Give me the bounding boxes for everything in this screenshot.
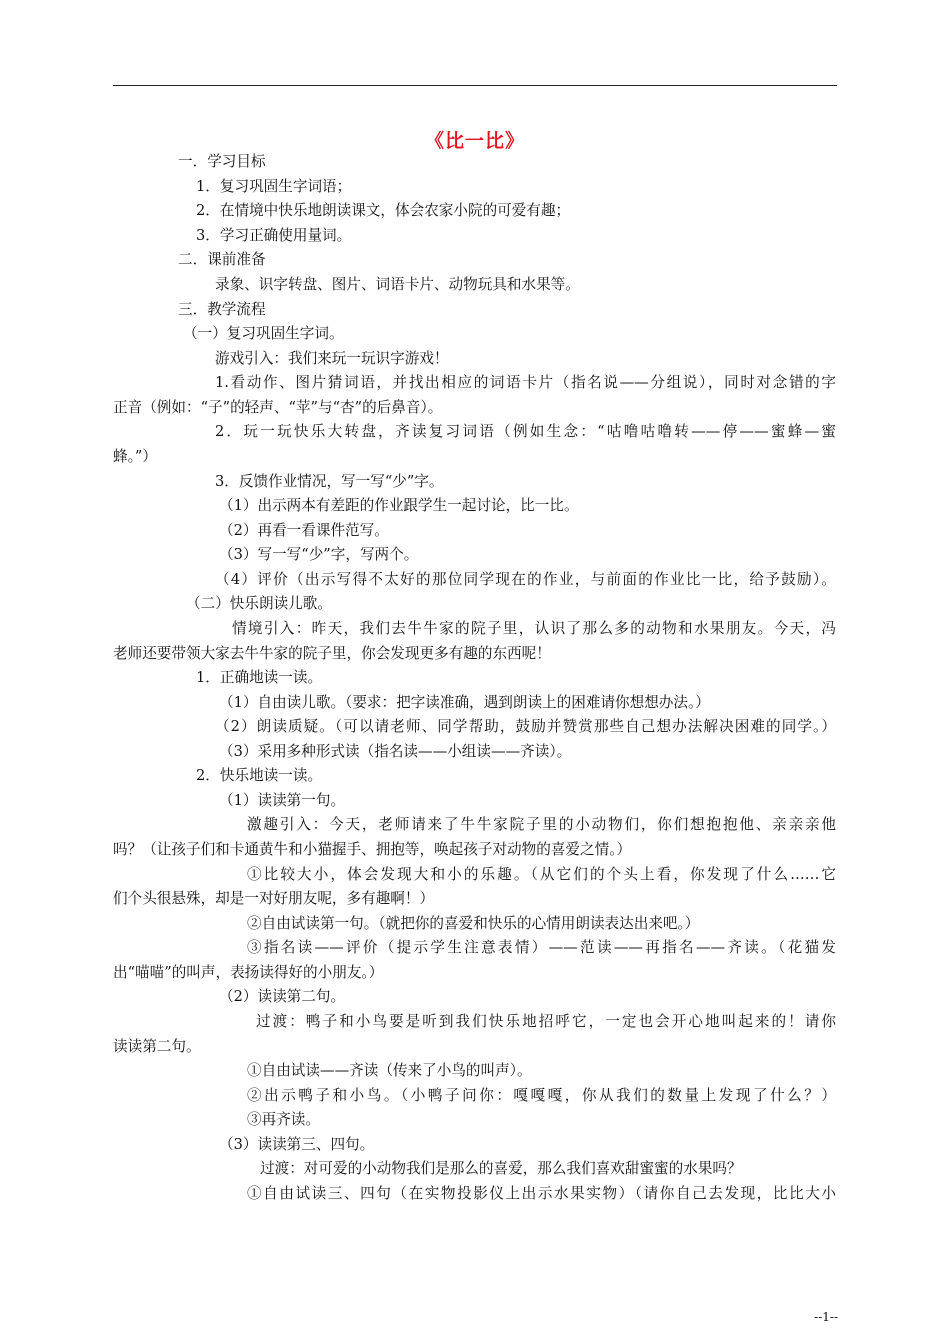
body-line: 2．在情境中快乐地朗读课文，体会农家小院的可爱有趣； (196, 202, 571, 219)
body-line: 蜂。”） (113, 448, 157, 465)
body-line: （二）快乐朗读儿歌。 (186, 595, 332, 612)
body-line: 3．学习正确使用量词。 (196, 227, 352, 244)
body-line: （2）再看一看课件范写。 (219, 522, 389, 539)
body-line: ①比较大小，体会发现大和小的乐趣。（从它们的个头上看，你发现了什么……它 (247, 866, 836, 883)
header-rule (113, 85, 837, 86)
body-line: ②出示鸭子和小鸟。（小鸭子问你：嘎嘎嘎，你从我们的数量上发现了什么？） (247, 1087, 836, 1104)
body-line: 正音（例如：“子”的轻声、“苹”与“杏”的后鼻音）。 (113, 399, 443, 416)
body-line: 2．快乐地读一读。 (196, 767, 323, 784)
body-line: 过渡：对可爱的小动物我们是那么的喜爱，那么我们喜欢甜蜜蜜的水果吗？ (260, 1160, 742, 1177)
body-line: 1．正确地读一读。 (196, 669, 323, 686)
body-line: 吗？（让孩子们和卡通黄牛和小猫握手、拥抱等，唤起孩子对动物的喜爱之情。） (113, 841, 632, 858)
body-line: 二．课前准备 (178, 251, 266, 268)
body-line: （一）复习巩固生字词。 (183, 325, 344, 342)
body-line: ③指名读——评价（提示学生注意表情）——范读——再指名——齐读。（花猫发 (247, 939, 836, 956)
page-number: --1-- (814, 1310, 838, 1324)
body-line: ①自由试读三、四句（在实物投影仪上出示水果实物）（请你自己去发现，比比大小 (247, 1185, 836, 1202)
body-line: ③再齐读。 (247, 1111, 320, 1128)
body-line: （4）评价（出示写得不太好的那位同学现在的作业，与前面的作业比一比，给予鼓励）。 (215, 571, 836, 588)
body-line: （3）读读第三、四句。 (219, 1136, 375, 1153)
body-line: （1）读读第一句。 (219, 792, 346, 809)
body-line: （3）写一写“少”字，写两个。 (219, 546, 419, 563)
body-line: 们个头很悬殊，却是一对好朋友呢，多有趣啊！） (113, 890, 435, 907)
body-line: 老师还要带领大家去牛牛家的院子里，你会发现更多有趣的东西呢！ (113, 645, 551, 662)
body-line: 三．教学流程 (178, 301, 266, 318)
body-line: 游戏引入：我们来玩一玩识字游戏！ (215, 350, 449, 367)
document-title: 《比一比》 (424, 130, 525, 152)
body-line: （3）采用多种形式读（指名读——小组读——齐读）。 (219, 743, 572, 760)
body-line: （1）自由读儿歌。（要求：把字读准确，遇到朗读上的困难请你想想办法。） (219, 694, 710, 711)
body-line: 录象、识字转盘、图片、词语卡片、动物玩具和水果等。 (215, 276, 580, 293)
body-line: 3．反馈作业情况，写一写“少”字。 (215, 473, 444, 490)
body-line: 2．玩一玩快乐大转盘，齐读复习词语（例如生念：“咕噜咕噜转——停——蜜蜂—蜜 (215, 423, 836, 440)
body-line: （2）读读第二句。 (219, 988, 346, 1005)
body-line: 1.看动作、图片猜词语，并找出相应的词语卡片（指名说——分组说），同时对念错的字 (215, 374, 836, 391)
body-line: 出“喵喵”的叫声，表扬读得好的小朋友。） (113, 964, 384, 981)
body-line: （2）朗读质疑。（可以请老师、同学帮助，鼓励并赞赏那些自己想办法解决困难的同学。） (215, 718, 836, 735)
body-line: ②自由试读第一句。（就把你的喜爱和快乐的心情用朗读表达出来吧。） (247, 915, 700, 932)
body-line: 情境引入：昨天，我们去牛牛家的院子里，认识了那么多的动物和水果朋友。今天，冯 (232, 620, 836, 637)
body-line: 过渡：鸭子和小鸟要是听到我们快乐地招呼它，一定也会开心地叫起来的！请你 (256, 1013, 836, 1030)
body-line: 激趣引入：今天，老师请来了牛牛家院子里的小动物们，你们想抱抱他、亲亲亲他 (247, 816, 836, 833)
body-line: 一．学习目标 (178, 153, 266, 170)
body-line: 读读第二句。 (113, 1038, 201, 1055)
body-line: ①自由试读——齐读（传来了小鸟的叫声）。 (247, 1062, 532, 1079)
body-line: 1．复习巩固生字词语； (196, 178, 352, 195)
body-line: （1）出示两本有差距的作业跟学生一起讨论，比一比。 (219, 497, 579, 514)
